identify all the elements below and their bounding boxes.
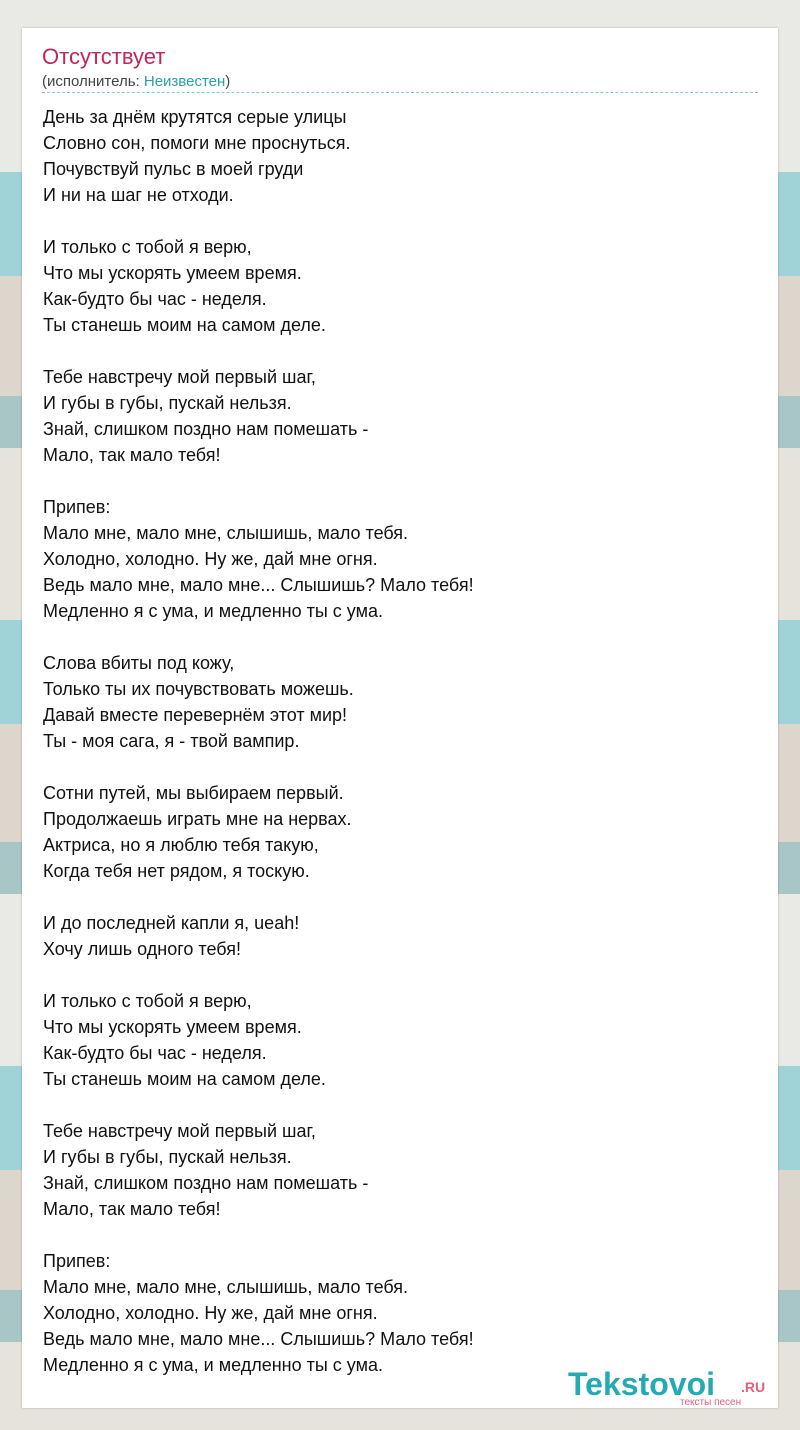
lyrics-text xyxy=(43,104,763,1378)
logo-wordmark: Tekstovoi xyxy=(568,1366,715,1402)
lyrics-card xyxy=(22,28,778,1408)
lyric-line: Что мы ускорять умеем время. xyxy=(43,1017,302,1037)
lyrics-stanza xyxy=(43,1118,763,1222)
artist-prefix: (исполнитель: xyxy=(42,73,144,90)
lyric-line: И губы в губы, пускай нельзя. xyxy=(43,393,292,413)
lyrics-stanza xyxy=(43,234,763,338)
lyrics-stanza xyxy=(43,780,763,884)
lyric-line: Холодно, холодно. Ну же, дай мне огня. xyxy=(43,549,378,569)
lyric-line: Давай вместе перевернём этот мир! xyxy=(43,705,348,725)
lyrics-stanza xyxy=(43,104,763,208)
lyric-line: Продолжаешь играть мне на нервах. xyxy=(43,809,352,829)
lyric-line: И только с тобой я верю, xyxy=(43,237,252,257)
lyric-line: Медленно я с ума, и медленно ты с ума. xyxy=(43,1355,383,1375)
lyric-line: И губы в губы, пускай нельзя. xyxy=(43,1147,292,1167)
lyric-line: Мало, так мало тебя! xyxy=(43,1199,221,1219)
lyric-line: Припев: xyxy=(43,1251,111,1271)
logo-tagline: тексты песен xyxy=(680,1397,742,1408)
title-divider xyxy=(42,92,758,93)
song-title: Отсутствует xyxy=(42,44,166,69)
lyric-line: Слова вбиты под кожу, xyxy=(43,653,235,673)
lyric-line: Хочу лишь одного тебя! xyxy=(43,939,241,959)
lyrics-stanza xyxy=(43,650,763,754)
lyric-line: Ты станешь моим на самом деле. xyxy=(43,1069,326,1089)
lyric-line: Тебе навстречу мой первый шаг, xyxy=(43,1121,316,1141)
lyric-line: Актриса, но я люблю тебя такую, xyxy=(43,835,319,855)
lyric-line: И до последней капли я, ueah! xyxy=(43,913,300,933)
lyric-line: Что мы ускорять умеем время. xyxy=(43,263,302,283)
lyric-line: Как-будто бы час - неделя. xyxy=(43,1043,267,1063)
lyric-line: Когда тебя нет рядом, я тоскую. xyxy=(43,861,310,881)
lyrics-stanza xyxy=(43,364,763,468)
artist-link[interactable]: Неизвестен xyxy=(143,73,226,90)
lyric-line: И только с тобой я верю, xyxy=(43,991,252,1011)
lyrics-stanza xyxy=(43,988,763,1092)
lyrics-stanza xyxy=(43,494,763,624)
lyrics-stanza xyxy=(43,1248,763,1378)
lyric-line: Мало мне, мало мне, слышишь, мало тебя. xyxy=(43,1277,409,1297)
lyric-line: Мало, так мало тебя! xyxy=(43,445,221,465)
lyric-line: Ведь мало мне, мало мне... Слышишь? Мало тебя! xyxy=(43,575,474,595)
lyric-line: Словно сон, помоги мне проснуться. xyxy=(43,133,351,153)
artist-suffix: ) xyxy=(225,73,231,90)
lyric-line: Ведь мало мне, мало мне... Слышишь? Мало тебя! xyxy=(43,1329,474,1349)
lyric-line: Как-будто бы час - неделя. xyxy=(43,289,267,309)
lyric-line: День за днём крутятся серые улицы xyxy=(43,107,347,127)
site-logo[interactable] xyxy=(568,1367,778,1407)
lyric-line: Знай, слишком поздно нам помешать - xyxy=(43,419,369,439)
lyric-line: Холодно, холодно. Ну же, дай мне огня. xyxy=(43,1303,378,1323)
artist-line xyxy=(42,73,230,91)
lyric-line: И ни на шаг не отходи. xyxy=(43,185,234,205)
lyrics-stanza xyxy=(43,910,763,962)
lyric-line: Почувствуй пульс в моей груди xyxy=(43,159,304,179)
lyric-line: Сотни путей, мы выбираем первый. xyxy=(43,783,344,803)
lyric-line: Припев: xyxy=(43,497,111,517)
lyric-line: Мало мне, мало мне, слышишь, мало тебя. xyxy=(43,523,409,543)
lyric-line: Ты станешь моим на самом деле. xyxy=(43,315,326,335)
lyric-line: Только ты их почувствовать можешь. xyxy=(43,679,354,699)
logo-tld: .RU xyxy=(741,1379,766,1395)
lyric-line: Ты - моя сага, я - твой вампир. xyxy=(43,731,300,751)
lyric-line: Тебе навстречу мой первый шаг, xyxy=(43,367,316,387)
lyric-line: Знай, слишком поздно нам помешать - xyxy=(43,1173,369,1193)
lyric-line: Медленно я с ума, и медленно ты с ума. xyxy=(43,601,383,621)
